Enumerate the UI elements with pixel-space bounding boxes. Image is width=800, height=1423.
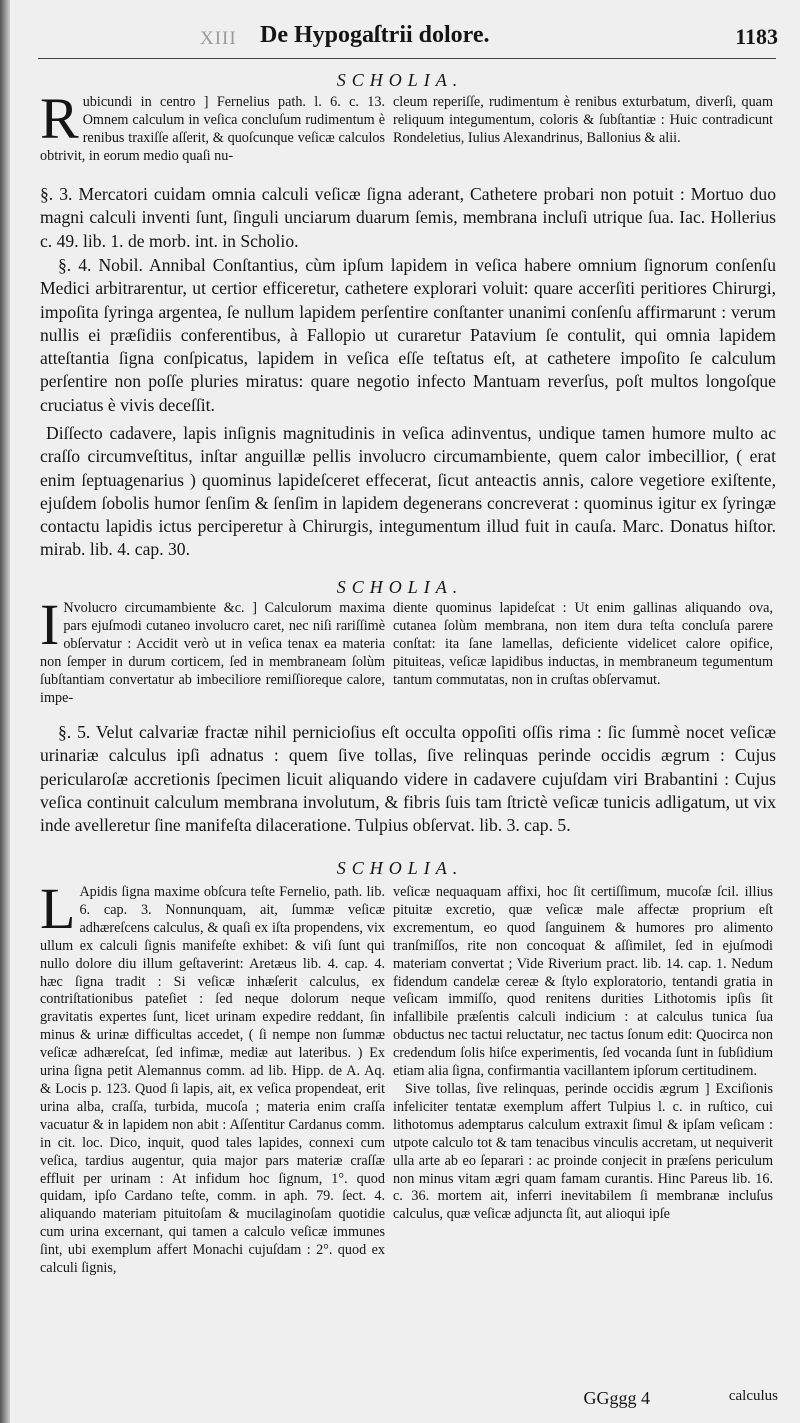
scholia-heading-3: SCHOLIA. (336, 858, 464, 878)
catchword: calculus (728, 1388, 778, 1404)
scholia-2-left-column (40, 592, 385, 707)
scholia-1-left-column (40, 86, 385, 166)
scholia-3-right-text-1: veſicæ nequaquam affixi, hoc ſit certiſſimum, mucoſæ ſcil. illius pituitæ excretio, quæ veſicæ male affectæ proprium eſt excrementum, eo quod ſanguinem & humores pro alimento tranſmiſſos, rite non concoquat & aſſimilet, ſed in ejuſmodi materiam convertat ; Vide Riverium pract. lib. 14. cap. 1. Nedum fidendum candelæ cereæ & ſtylo exploratorio, tentandi gratia in veſicam immiſſo, quod renitens durities Lithotomis ipſis ſit infallibile præſentis calculi indicium : at calculus tunica ſua obductus nec tactui reluctatur, nec tactus ſonum edit: Quocirca non credendum ſolis hiſce experimentis, ſed vocanda ſunt in ſubſidium etiam alia ſigna, confirmantia vacillantem ipſorum certitudinem. (393, 884, 773, 1080)
drop-cap-r: R (40, 86, 79, 151)
section-5-paragraph: §. 5. Velut calvariæ fractæ nihil pernicioſius eſt occulta oppoſiti oſſis rima : ſic ſummè nocet veſicæ urinariæ calculus ipſi adnatus : quem ſive tollas, ſive relinquas perinde occidis ægrum : Cujus pericularoſæ accretionis ſpecimen licuit aliquando videre in cadavere cujuſdam viri Brabantini : Cujus veſica continuit calculum membrana involutum, & fibris ſuis tam ſtrictè veſicæ tunicis adligatum, ut vix inde avelleretur ſine manifeſta dilaceratione. Tulpius obſervat. lib. 3. cap. 5. (40, 722, 776, 836)
section-3-paragraph: §. 3. Mercatori cuidam omnia calculi veſicæ ſigna aderant, Cathetere probari non potuit : Mortuo duo magni calculi inventi ſunt, ſinguli unciarum duarum ſemis, membrana incluſi utrique ſua. Iac. Hollerius c. 49. lib. 1. de morb. int. in Scholio. (40, 184, 776, 251)
dissecto-paragraph: Diſſecto cadavere, lapis inſignis magnitudinis in veſica adinventus, undique tamen humore multo ac craſſo circumveſtitus, inſtar anguillæ pellis involucro circumambiente, quem calor imbecillior, ( erat enim ſeptuagenarius ) quominus lapideſceret effecerat, ſicut anteactis annis, calore vegetiore exiſtente, ejuſdem ſobolis humor ſenſim & ſenſim in lapidem degenerans concreverat : quominus igitur ex ſyringæ contactu lapidis ictus perciperetur à Chirurgis, integumentum illud fuit in cauſa. Marc. Donatus hiſtor. mirab. lib. 4. cap. 30. (40, 423, 776, 560)
scholia-3-left-text: Apidis ſigna maxime obſcura teſte Fernelio, path. lib. 6. cap. 3. Nonnunquam, ait, ſummæ veſicæ adhæreſcens calculus, & quaſi ex iſta propendens, vix ullum ex calculi ſignis manifeſte exhibet: & viſi ſunt qui nullo dolore diu illum geſtaverint: Aretæus lib. 4. cap. 4. hæc ſigna tradit : Si veſicæ inhæſerit calculus, ex contriſtationibus pateſiet : ſed neque dolorum neque gravitatis expertes ſunt, licet urinam expedire reddant, ſin minus & urinæ difficultas accedet, ( ſi nempe non ſummæ veſicæ adhæreſcat, ſed infimæ, mediæ aut lateribus. ) Ex urina ſigna petit Alemannus comm. ad lib. Hipp. de A. Aq. & Locis p. 123. Quod ſi lapis, ait, ex veſica propendeat, erit urina alba, craſſa, turbida, mucoſa ; materia enim craſſa vacuatur & in lapidem non abit : Aſſentitur Cardanus comm. in cit. loc. Dico, inquit, quod tales lapides, connexi cum veſica, tardius augentur, quia major pars materiæ craſſæ effluit per urinam : At infidum hoc ſignum, 1°. quod quidam, ipſo Cardano teſte, comm. in aph. 79. ſect. 4. aliquando materiam pituitoſam & mucilaginoſam quotidie cum urina excernant, qui tamen a calculo veſicæ immunes ſint, ubi exemplum affert Monachi cujuſdam : 2°. quod ex calculi ſignis, (40, 884, 385, 1277)
page-number: 1183 (735, 24, 778, 49)
bleed-through-text: XIII (200, 28, 237, 49)
scholia-2-right-column: diente quominus lapideſcat : Ut enim gallinas aliquando ova, cutanea ſolùm membrana, non item dura teſta concluſa parere conſtat: ita ſane lamellas, deficiente videlicet calore opifice, pituiteas, veſicæ lapidibus inductas, in membraneum tegumentum tantum commutatas, non in cruſtas obſervamut. (393, 600, 773, 688)
scholia-1-left-text: ubicundi in centro ] Fernelius path. l. 6. c. 13. Omnem calculum in veſica concluſum rudimentum è renibus traxiſſe aſſerit, & quoſcunque veſicæ calculos obtrivit, in eorum medio quaſi nu- (40, 94, 385, 164)
page-gutter-shadow (0, 0, 10, 1423)
scholia-heading-1: SCHOLIA. (336, 70, 464, 90)
scholia-2-left-text: Nvolucro circumambiente &c. ] Calculorum maxima pars ejuſmodi cutaneo involucro caret, nec niſi rariſſimè obſervatur : Accidit verò ut in veſica tenax ea materia non ſemper in durum corticem, ſed in membraneam ſolùm ſubſtantiam convertatur ab imbeciliore remiſſioreque calore, impe- (40, 600, 385, 706)
scholia-heading-2: SCHOLIA. (336, 577, 464, 597)
section-4-paragraph: §. 4. Nobil. Annibal Conſtantius, cùm ipſum lapidem in veſica habere omnium ſignorum conſenſu Medici arbitrarentur, ut certior efficeretur, cathetere explorari voluit: quare accerſiti peritiores Chirurgi, impoſita ſyringa argentea, ſe nullum lapidem perſentire conſtanter unanimi conſenſu affirmarunt : verum nullis ei præſidiis conferentibus, à Fallopio ut curaretur Patavium ſe contulit, qui omnia lapidem atteſtantia ſigna conſpicatus, lapidem in veſica eſſe teſtatus eſt, at cathetere impoſito ſe calculum perſentire non poſſe pluries miratus: quare negotio infecto Mantuam reverſus, poſt multos longoſque cruciatus è vivis deceſſit. (40, 255, 776, 415)
drop-cap-i: I (40, 592, 60, 657)
running-title: De Hypogaſtrii dolore. (260, 22, 490, 48)
signature-mark: GGggg 4 (583, 1388, 650, 1408)
header-rule (38, 58, 776, 59)
scholia-3-right-text-2: Sive tollas, ſive relinquas, perinde occidis ægrum ] Exciſionis infeliciter tentatæ exemplum affert Tulpius l. c. in ruſtico, cui lithotomus ademptarus calculum extraxit ſimul & ipſam veſicam : utpote calculo tot & tam tenacibus vinculis accretam, ut nequiverit ulla arte ab eo ſeparari : ac proinde conjecit in præſens periculum non minus vitam ægri quam famam curantis. Hinc Pareus lib. 16. c. 36. mortem ait, inferri inevitabilem ſi membranæ incluſus calculus, quæ veſicæ adjuncta ſit, aut alioqui ipſe (393, 1080, 773, 1223)
drop-cap-l: L (40, 876, 76, 941)
scholia-3-left-column (40, 876, 385, 1278)
scholia-3-right-column (393, 884, 773, 1224)
scholia-1-right-column: cleum reperiſſe, rudimentum è renibus exturbatum, diverſi, quam reliquum integumentum, coloris & ſubſtantiæ : Huic contradicunt Rondeletius, Iulius Alexandrinus, Ballonius & alii. (393, 94, 773, 146)
